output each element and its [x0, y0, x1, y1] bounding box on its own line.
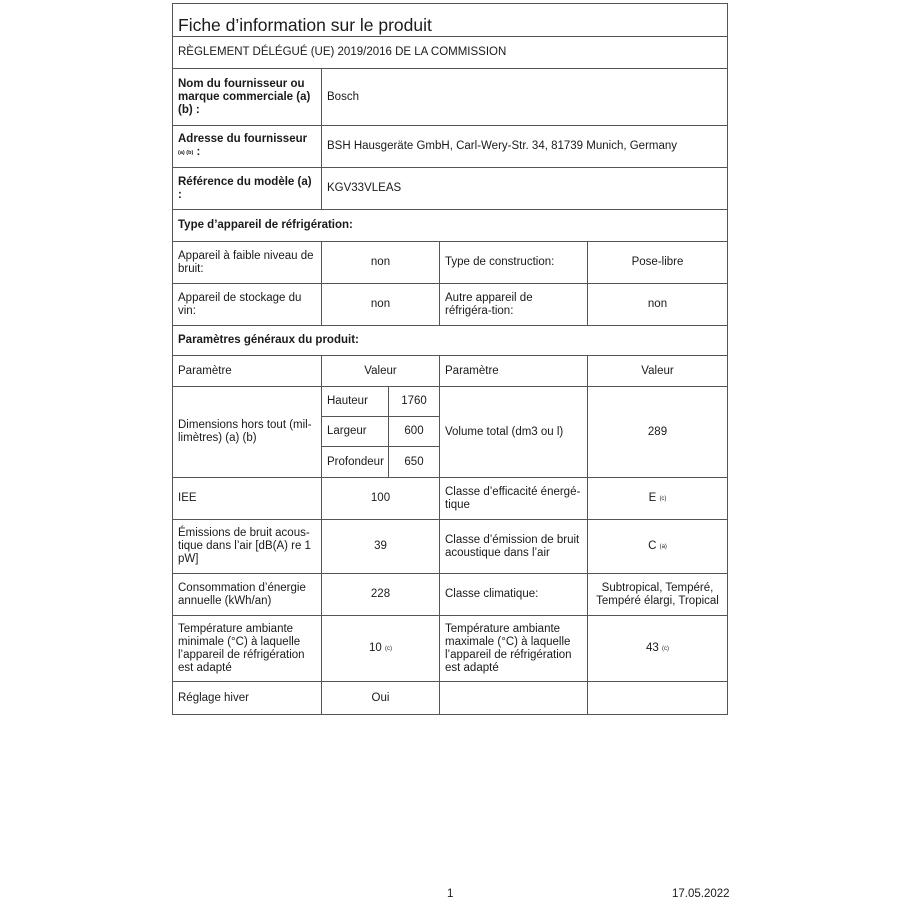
max-ambient-temp-label: Température ambiante maximale (°C) à laquelle l’appareil de réfrigération est adapté [439, 616, 587, 681]
regulation-row [173, 37, 727, 69]
general-parameters-heading-row [173, 326, 727, 356]
energy-efficiency-class: E [648, 492, 657, 504]
climate-class-label: Classe climatique: [439, 574, 587, 615]
construction-type-value: Pose-libre [587, 242, 727, 283]
page-number: 1 [447, 888, 454, 900]
column-header-value-right: Valeur [587, 356, 727, 386]
empty-cell-right [587, 682, 727, 714]
noise-class-letter: C [648, 540, 657, 552]
supplier-name-value: Bosch [321, 69, 727, 125]
depth-label: Profondeur [327, 455, 384, 468]
noise-class-label: Classe d’émission de bruit acoustique dans l’air [439, 520, 587, 573]
supplier-address-label-sup: (a) (b) [178, 150, 194, 156]
energy-efficiency-value: E (c) [587, 478, 727, 519]
wine-storage-value: non [321, 284, 439, 325]
noise-emission-value: 39 [321, 520, 439, 573]
noise-class-value: C (a) [587, 520, 727, 573]
min-ambient-temp-number: 10 [369, 642, 382, 654]
low-noise-label: Appareil à faible niveau de bruit: [178, 249, 314, 275]
appliance-type-heading: Type d’appareil de réfrigération: [178, 219, 353, 231]
model-reference-value: KGV33VLEAS [321, 168, 727, 209]
model-reference-label: Référence du modèle (a) : [178, 175, 312, 201]
climate-class-value: Subtropical, Tempéré, Tempéré élargi, Tropical [587, 574, 727, 615]
noise-emission-row [173, 520, 727, 574]
ambient-temperature-row [173, 616, 727, 682]
column-header-param-right: Paramètre [439, 356, 587, 386]
low-noise-row [173, 242, 727, 284]
title-row [173, 4, 727, 37]
total-volume-label: Volume total (dm3 ou l) [439, 387, 587, 477]
supplier-address-label [173, 126, 321, 167]
supplier-address-value: BSH Hausgeräte GmbH, Carl-Wery-Str. 34, 81739 Munich, Germany [321, 126, 727, 167]
iee-value: 100 [321, 478, 439, 519]
product-information-sheet [172, 3, 728, 715]
energy-consumption-value: 228 [321, 574, 439, 615]
iee-label: IEE [178, 492, 197, 504]
wine-storage-label: Appareil de stockage du vin: [178, 291, 302, 317]
width-label: Largeur [327, 425, 367, 437]
depth-value: 650 [388, 447, 439, 477]
height-label: Hauteur [327, 395, 368, 407]
construction-type-label: Type de construction: [439, 242, 587, 283]
supplier-address-row [173, 126, 727, 168]
supplier-address-label-text: Adresse du fournisseur [178, 133, 308, 145]
low-noise-value: non [321, 242, 439, 283]
general-parameters-heading: Paramètres généraux du produit: [178, 334, 359, 346]
other-appliance-label: Autre appareil de réfrigéra-tion: [439, 284, 587, 325]
empty-cell-left [439, 682, 587, 714]
dimensions-label: Dimensions hors tout (mil-limètres) (a) (b) [178, 419, 312, 444]
dimensions-values [321, 387, 439, 477]
max-ambient-temp-value: 43 (c) [587, 616, 727, 681]
noise-emission-label: Émissions de bruit acous-tique dans l’air [dB(A) re 1 pW] [178, 527, 311, 565]
min-ambient-temp-value: 10 (c) [321, 616, 439, 681]
column-header-row [173, 356, 727, 387]
width-row [322, 417, 439, 447]
dimensions-row [173, 387, 727, 478]
energy-efficiency-label: Classe d’efficacité énergé-tique [439, 478, 587, 519]
column-header-param-left: Paramètre [178, 364, 232, 377]
regulation-reference: RÈGLEMENT DÉLÉGUÉ (UE) 2019/2016 DE LA COMMISSION [178, 46, 507, 58]
other-appliance-value: non [587, 284, 727, 325]
column-header-value-left: Valeur [321, 356, 439, 386]
winter-setting-label: Réglage hiver [178, 691, 249, 704]
wine-storage-row [173, 284, 727, 326]
supplier-name-label: Nom du fournisseur ou marque commerciale (a) (b) : [178, 77, 311, 116]
appliance-type-heading-row [173, 210, 727, 242]
energy-consumption-label: Consommation d’énergie annuelle (kWh/an) [178, 581, 306, 607]
energy-consumption-row [173, 574, 727, 616]
winter-setting-row [173, 682, 727, 714]
winter-setting-value: Oui [321, 682, 439, 714]
height-row [322, 387, 439, 417]
supplier-name-row [173, 69, 727, 126]
page-title: Fiche d’information sur le produit [178, 15, 432, 35]
model-reference-row [173, 168, 727, 210]
height-value: 1760 [388, 387, 439, 416]
document-date: 17.05.2022 [672, 888, 730, 900]
iee-row [173, 478, 727, 520]
width-value: 600 [388, 417, 439, 446]
max-ambient-temp-number: 43 [646, 642, 659, 654]
supplier-address-label-colon: : [196, 146, 201, 158]
min-ambient-temp-label: Température ambiante minimale (°C) à laquelle l’appareil de réfrigération est adapté [178, 622, 305, 674]
total-volume-value: 289 [587, 387, 727, 477]
depth-row [322, 447, 439, 477]
